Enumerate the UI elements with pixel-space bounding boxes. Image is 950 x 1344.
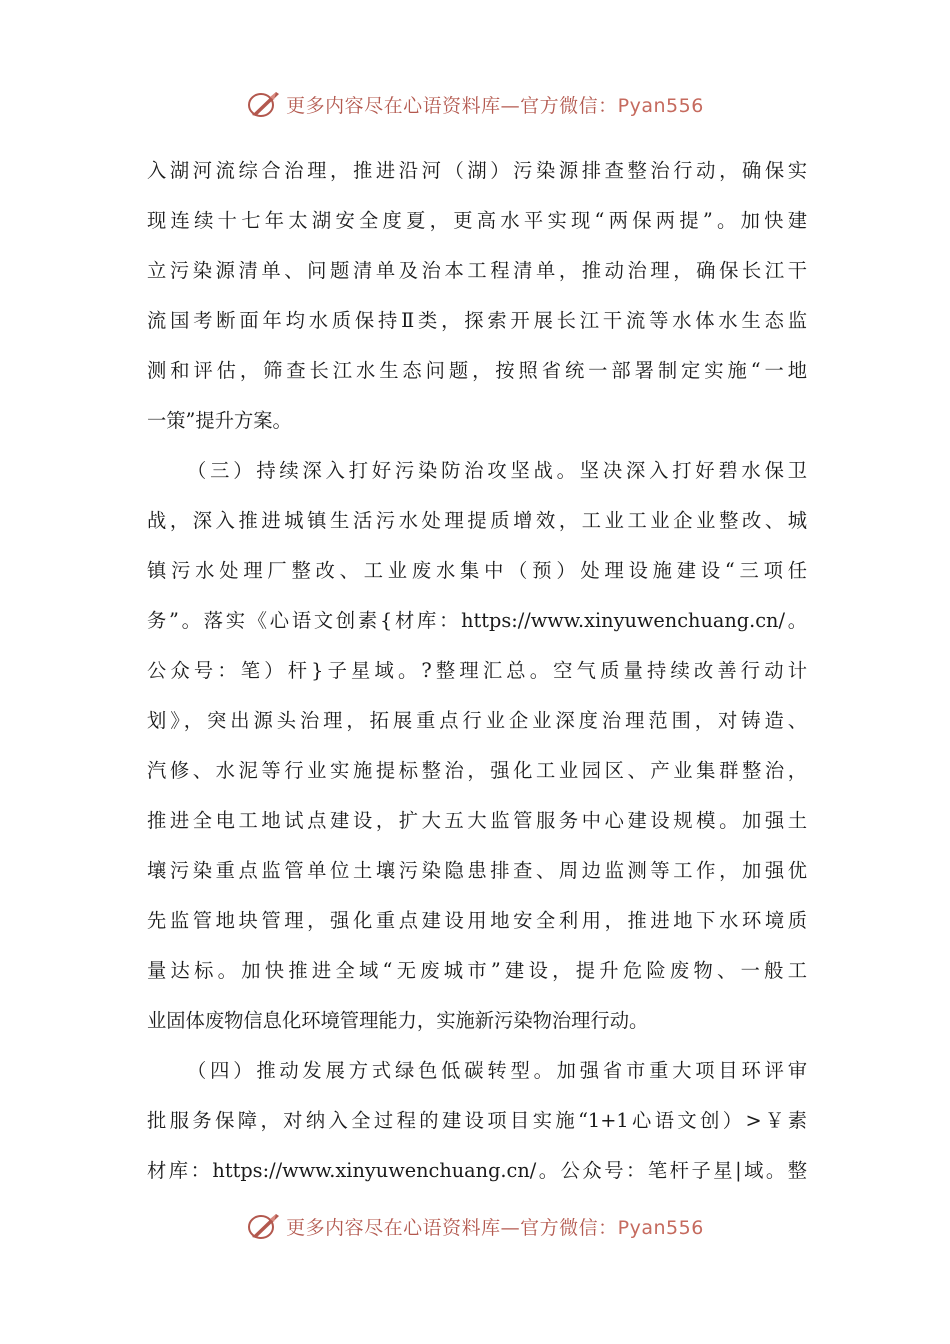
text-line: 材库：https://www.xinyuwenchuang.cn/。公众号：笔杆子星|域。整 xyxy=(147,1159,807,1182)
text-line: 壤污染重点监管单位土壤污染隐患排查、周边监测等工作，加强优 xyxy=(147,859,807,882)
watermark-wechat-id: Pyan556 xyxy=(617,94,704,117)
text-line: 立污染源清单、问题清单及治本工程清单，推动治理，确保长江干 xyxy=(147,259,807,282)
watermark-brand: 更多内容尽在心语资料库—官方微信： xyxy=(286,1216,618,1239)
text-line: 量达标。加快推进全域“无废城市”建设，提升危险废物、一般工 xyxy=(147,959,807,982)
text-line: 一策”提升方案。 xyxy=(147,409,292,432)
text-line: 现连续十七年太湖安全度夏，更高水平实现“两保两提”。加快建 xyxy=(147,209,807,232)
text-line: 汽修、水泥等行业实施提标整治，强化工业园区、产业集群整治， xyxy=(147,759,807,782)
text-line: 入湖河流综合治理，推进沿河（湖）污染源排查整治行动，确保实 xyxy=(147,159,807,182)
text-line: 划》，突出源头治理，拓展重点行业企业深度治理范围，对铸造、 xyxy=(147,709,807,732)
text-line: 批服务保障，对纳入全过程的建设项目实施“1+1心语文创）>￥素 xyxy=(147,1109,807,1132)
text-line: 先监管地块管理，强化重点建设用地安全利用，推进地下水环境质 xyxy=(147,909,807,932)
document-body xyxy=(147,146,807,1196)
watermark-text xyxy=(286,1213,704,1240)
text-line: 业固体废物信息化环境管理能力，实施新污染物治理行动。 xyxy=(147,1009,649,1032)
watermark-brand: 更多内容尽在心语资料库—官方微信： xyxy=(286,94,618,117)
header-watermark xyxy=(0,84,950,124)
text-line: 推进全电工地试点建设，扩大五大监管服务中心建设规模。加强土 xyxy=(147,809,807,832)
text-line: 流国考断面年均水质保持Ⅱ类，探索开展长江干流等水体水生态监 xyxy=(147,309,807,332)
footer-watermark xyxy=(0,1206,950,1246)
text-line: 战，深入推进城镇生活污水处理提质增效，工业工业企业整改、城 xyxy=(147,509,807,532)
text-line: （三）持续深入打好污染防治攻坚战。坚决深入打好碧水保卫 xyxy=(187,459,807,482)
watermark-text xyxy=(286,91,704,118)
watermark-wechat-id: Pyan556 xyxy=(617,1216,704,1239)
text-line: 镇污水处理厂整改、工业废水集中（预）处理设施建设“三项任 xyxy=(147,559,807,582)
text-line: 测和评估，筛查长江水生态问题，按照省统一部署制定实施“一地 xyxy=(147,359,807,382)
quill-pen-logo-icon xyxy=(246,88,282,120)
text-line: （四）推动发展方式绿色低碳转型。加强省市重大项目环评审 xyxy=(187,1059,807,1082)
text-line: 务”。落实《心语文创素{材库：https://www.xinyuwenchuang.cn/。 xyxy=(147,609,807,632)
quill-pen-logo-icon xyxy=(246,1210,282,1242)
text-line: 公众号：笔）杆}子星域。?整理汇总。空气质量持续改善行动计 xyxy=(147,659,807,682)
